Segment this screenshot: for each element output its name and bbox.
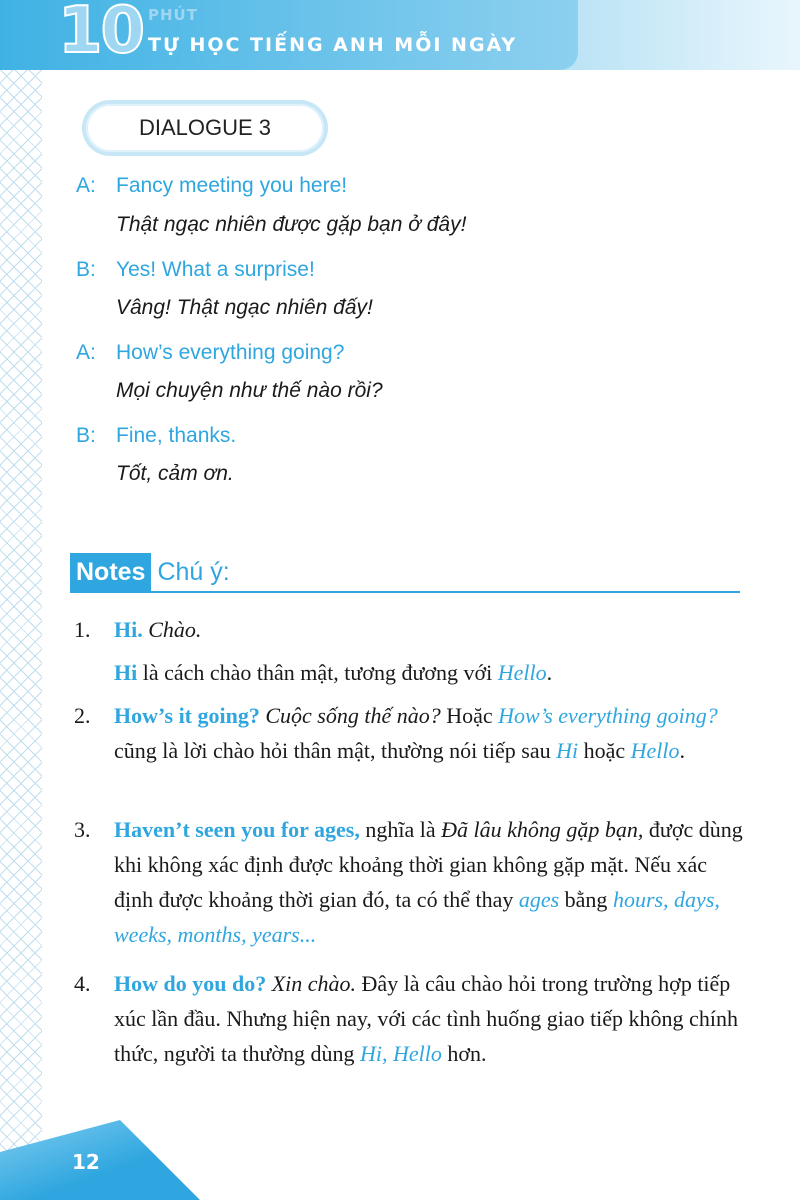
dialogue-title: DIALOGUE 3 — [86, 104, 324, 152]
note-highlight: How’s everything going? — [498, 703, 718, 728]
note-text: được dùng khi không xác định được khoảng thời gian không gặp mặt. Nếu xác định được khoảng thời gian đó, ta có thể thay — [114, 817, 743, 912]
note-item-1 — [74, 612, 744, 690]
note-highlight: ages — [518, 887, 560, 912]
note-translation: Cuộc sống thế nào? — [259, 703, 441, 728]
header-subtitle: PHÚT — [148, 6, 198, 24]
header-banner — [0, 0, 800, 72]
note-text: Đây là câu chào hỏi trong trường hợp tiếp xúc lần đầu. Nhưng hiện nay, với các tình huống giao tiếp không chính thức, người ta thường dùng — [114, 971, 738, 1066]
note-number: 2. — [74, 703, 91, 728]
speaker-label: B: — [76, 424, 96, 447]
english-line: Fancy meeting you here! — [116, 174, 348, 197]
note-translation: Đã lâu không gặp bạn, — [441, 817, 644, 842]
speaker-label: A: — [76, 174, 96, 197]
notes-label-vi: Chú ý: — [157, 557, 230, 586]
header-tail — [560, 0, 800, 70]
note-text: . — [679, 738, 686, 763]
note-keyword: Hi — [114, 660, 138, 685]
vietnamese-line: Tốt, cảm ơn. — [116, 462, 234, 485]
header-title: TỰ HỌC TIẾNG ANH MỖI NGÀY — [148, 34, 518, 56]
speaker-label: A: — [76, 341, 96, 364]
english-line: How’s everything going? — [116, 341, 345, 364]
vietnamese-line: Vâng! Thật ngạc nhiên đấy! — [116, 296, 373, 319]
note-text: nghĩa là — [359, 817, 442, 842]
vietnamese-line: Thật ngạc nhiên được gặp bạn ở đây! — [116, 213, 467, 236]
note-keyword: How do you do? — [114, 971, 267, 996]
note-item-3 — [74, 812, 744, 952]
note-number: 4. — [74, 971, 91, 996]
note-text: hơn. — [441, 1041, 487, 1066]
notes-divider — [70, 591, 740, 593]
notes-label-box: Notes — [70, 553, 151, 591]
speaker-label: B: — [76, 258, 96, 281]
note-highlight: Hi, Hello — [360, 1041, 442, 1066]
note-number: 1. — [74, 617, 91, 642]
note-translation: Xin chào. — [266, 971, 357, 996]
note-text: . — [546, 660, 553, 685]
note-keyword: How’s it going? — [114, 703, 260, 728]
english-line: Yes! What a surprise! — [116, 258, 315, 281]
note-item-2 — [74, 698, 744, 768]
page-number: 12 — [72, 1150, 100, 1174]
note-highlight: Hello — [630, 738, 680, 763]
note-highlight: Hello — [497, 660, 547, 685]
note-text: Hoặc — [440, 703, 499, 728]
note-text: bằng — [559, 887, 613, 912]
note-item-4 — [74, 966, 744, 1071]
note-keyword: Hi. — [114, 617, 143, 642]
note-text: cũng là lời chào hỏi thân mật, thường nói tiếp sau — [114, 738, 557, 763]
note-text: hoặc — [578, 738, 631, 763]
note-highlight: hours, days, weeks, months, years... — [114, 887, 720, 947]
note-number: 3. — [74, 817, 91, 842]
english-line: Fine, thanks. — [116, 424, 237, 447]
side-pattern — [0, 70, 42, 1200]
note-text: là cách chào thân mật, tương đương với — [137, 660, 498, 685]
notes-heading — [70, 552, 230, 592]
note-translation: Chào. — [142, 617, 202, 642]
header-number: 10 — [58, 0, 144, 68]
note-highlight: Hi — [556, 738, 579, 763]
note-keyword: Haven’t seen you for ages, — [114, 817, 360, 842]
vietnamese-line: Mọi chuyện như thế nào rồi? — [116, 379, 383, 402]
